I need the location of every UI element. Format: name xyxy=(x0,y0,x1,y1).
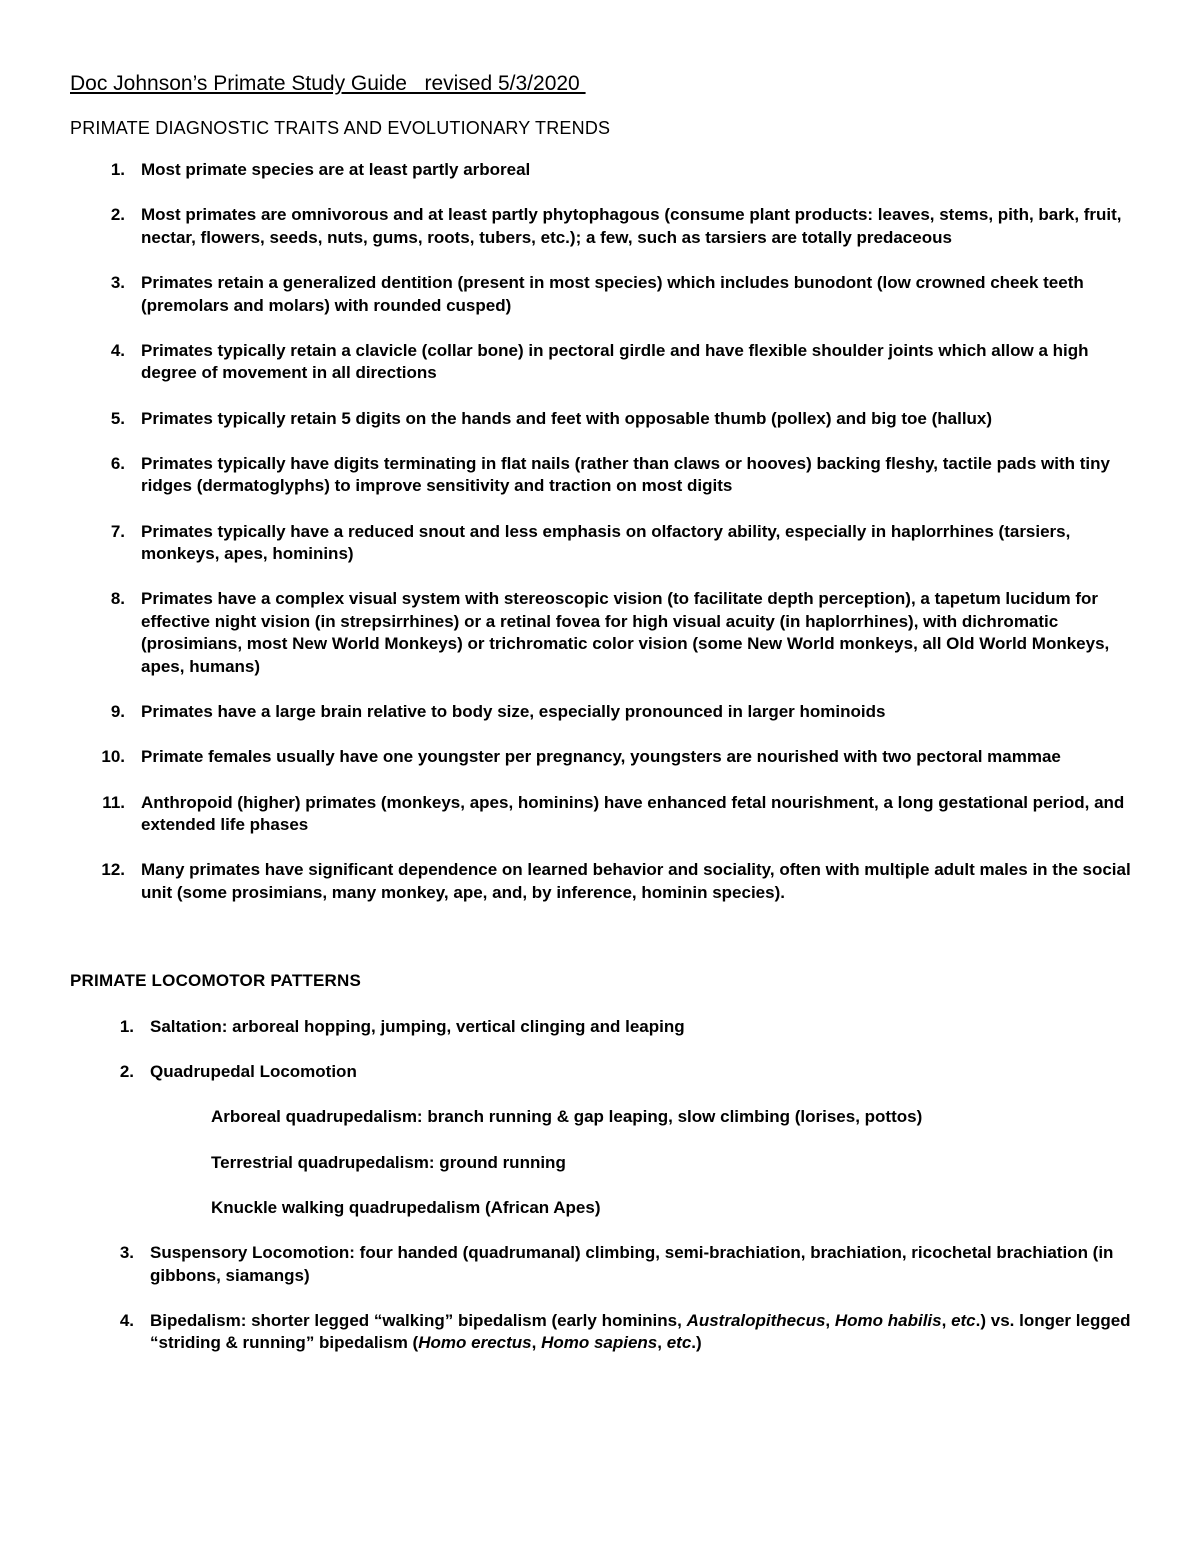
item-text: Primates typically retain a clavicle (collar bone) in pectoral girdle and have flexible shoulder joints which allow a high degree of movement in all directions xyxy=(141,340,1089,383)
list-item xyxy=(0,272,1136,317)
list-item xyxy=(0,204,1136,249)
item-text: Primates retain a generalized dentition (present in most species) which includes bunodont (low crowned cheek teeth (premolars and molars) with rounded cusped) xyxy=(141,272,1084,315)
item-number: 12. xyxy=(101,860,125,880)
item-number: 7. xyxy=(110,521,125,541)
item-number: 1. xyxy=(110,160,125,179)
item-text: Primate females usually have one youngster per pregnancy, youngsters are nourished with two pectoral mammae xyxy=(141,747,1061,767)
item-text: Primates typically have a reduced snout and less emphasis on olfactory ability, especially in haplorrhines (tarsiers, monkeys, apes, hominins) xyxy=(141,521,1071,564)
item-number: 6. xyxy=(110,453,125,473)
locomotion-list xyxy=(0,1016,1151,1355)
item-number: 3. xyxy=(119,1242,134,1262)
item-text: Primates typically retain 5 digits on the hands and feet with opposable thumb (pollex) and big toe (hallux) xyxy=(141,408,993,428)
item-number: 4. xyxy=(119,1310,134,1330)
text-run: Bipedalism: shorter legged “walking” bipedalism (early hominins, xyxy=(150,1310,687,1330)
item-text: Many primates have significant dependence on learned behavior and sociality, often with multiple adult males in the social unit (some prosimians, many monkey, ape, and, by inference, hominin species). xyxy=(141,860,1131,902)
item-text: Saltation: arboreal hopping, jumping, vertical clinging and leaping xyxy=(150,1017,685,1036)
italic-term: Homo sapiens xyxy=(541,1333,658,1353)
text-run: , xyxy=(531,1333,542,1353)
list-item xyxy=(0,453,1136,498)
list-item xyxy=(0,408,1136,431)
list-item xyxy=(0,521,1136,566)
text-run: , xyxy=(657,1333,667,1353)
list-item xyxy=(0,159,1136,182)
document-title: Doc Johnson’s Primate Study Guide revised 5/3/2020 xyxy=(70,72,586,95)
item-number: 3. xyxy=(110,272,125,292)
section-heading-locomotion: PRIMATE LOCOMOTOR PATTERNS xyxy=(70,971,362,990)
list-item xyxy=(0,1310,1135,1355)
text-run: , xyxy=(941,1310,952,1330)
sub-item: Arboreal quadrupedalism: branch running & gap leaping, slow climbing (lorises, pottos) xyxy=(211,1107,923,1127)
text-run: .) vs. longer legged “striding & running” bipedalism ( xyxy=(150,1310,1131,1353)
text-run: , xyxy=(825,1310,835,1330)
list-item xyxy=(0,792,1136,837)
item-text: Most primate species are at least partly arboreal xyxy=(141,160,531,179)
section-heading-traits: PRIMATE DIAGNOSTIC TRAITS AND EVOLUTIONARY TRENDS xyxy=(70,118,611,138)
italic-term: etc xyxy=(666,1333,692,1353)
item-text: Primates typically have digits terminating in flat nails (rather than claws or hooves) backing fleshy, tactile pads with tiny ridges (dermatoglyphs) to improve sensitivity and traction on most digits xyxy=(141,453,1110,496)
list-item xyxy=(0,1061,1135,1084)
item-text: Most primates are omnivorous and at least partly phytophagous (consume plant products: leaves, stems, pith, bark, fruit, nectar, flowers, seeds, nuts, gums, roots, tubers, etc.); a few, such as tarsiers are totally predaceous xyxy=(141,205,1122,247)
item-text: Anthropoid (higher) primates (monkeys, apes, hominins) have enhanced fetal nourishment, a long gestational period, and extended life phases xyxy=(141,792,1125,835)
item-number: 10. xyxy=(101,747,125,767)
sub-item: Knuckle walking quadrupedalism (African Apes) xyxy=(211,1197,601,1217)
italic-term: Homo erectus xyxy=(418,1333,532,1353)
item-number: 9. xyxy=(110,702,125,722)
text-run: .) xyxy=(691,1333,702,1353)
italic-term: etc xyxy=(951,1310,976,1330)
item-number: 2. xyxy=(119,1062,134,1082)
item-text: Suspensory Locomotion: four handed (quadrumanal) climbing, semi-brachiation, brachiation, ricochetal brachiation (in gibbons, siamangs) xyxy=(150,1242,1114,1285)
item-number: 5. xyxy=(110,408,125,428)
item-text: Primates have a complex visual system with stereoscopic vision (to facilitate depth perception), a tapetum lucidum for effective night vision (in strepsirrhines) or a retinal fovea for high visual acuity (in haplorrhines), with dichromatic (prosimians, most New World Monkeys) or trichromatic color vision (some New World monkeys, all Old World Monkeys, apes, humans) xyxy=(141,589,1110,677)
traits-list xyxy=(0,159,1136,927)
italic-term: Australopithecus xyxy=(686,1310,826,1330)
item-number: 11. xyxy=(102,792,125,812)
list-item xyxy=(0,859,1136,904)
item-text: Quadrupedal Locomotion xyxy=(150,1062,357,1082)
item-number: 1. xyxy=(119,1017,134,1036)
item-text xyxy=(150,1311,1131,1353)
italic-term: Homo habilis xyxy=(834,1310,942,1330)
list-item xyxy=(0,746,1136,769)
list-item xyxy=(0,1016,1135,1039)
list-item xyxy=(0,340,1136,385)
list-item xyxy=(0,1242,1135,1287)
item-text: Primates have a large brain relative to body size, especially pronounced in larger hominoids xyxy=(141,702,886,722)
list-item xyxy=(0,701,1136,724)
item-number: 8. xyxy=(110,589,125,609)
item-number: 2. xyxy=(110,205,125,225)
list-item xyxy=(0,588,1136,678)
item-number: 4. xyxy=(110,340,125,360)
sub-item: Terrestrial quadrupedalism: ground running xyxy=(211,1152,566,1172)
